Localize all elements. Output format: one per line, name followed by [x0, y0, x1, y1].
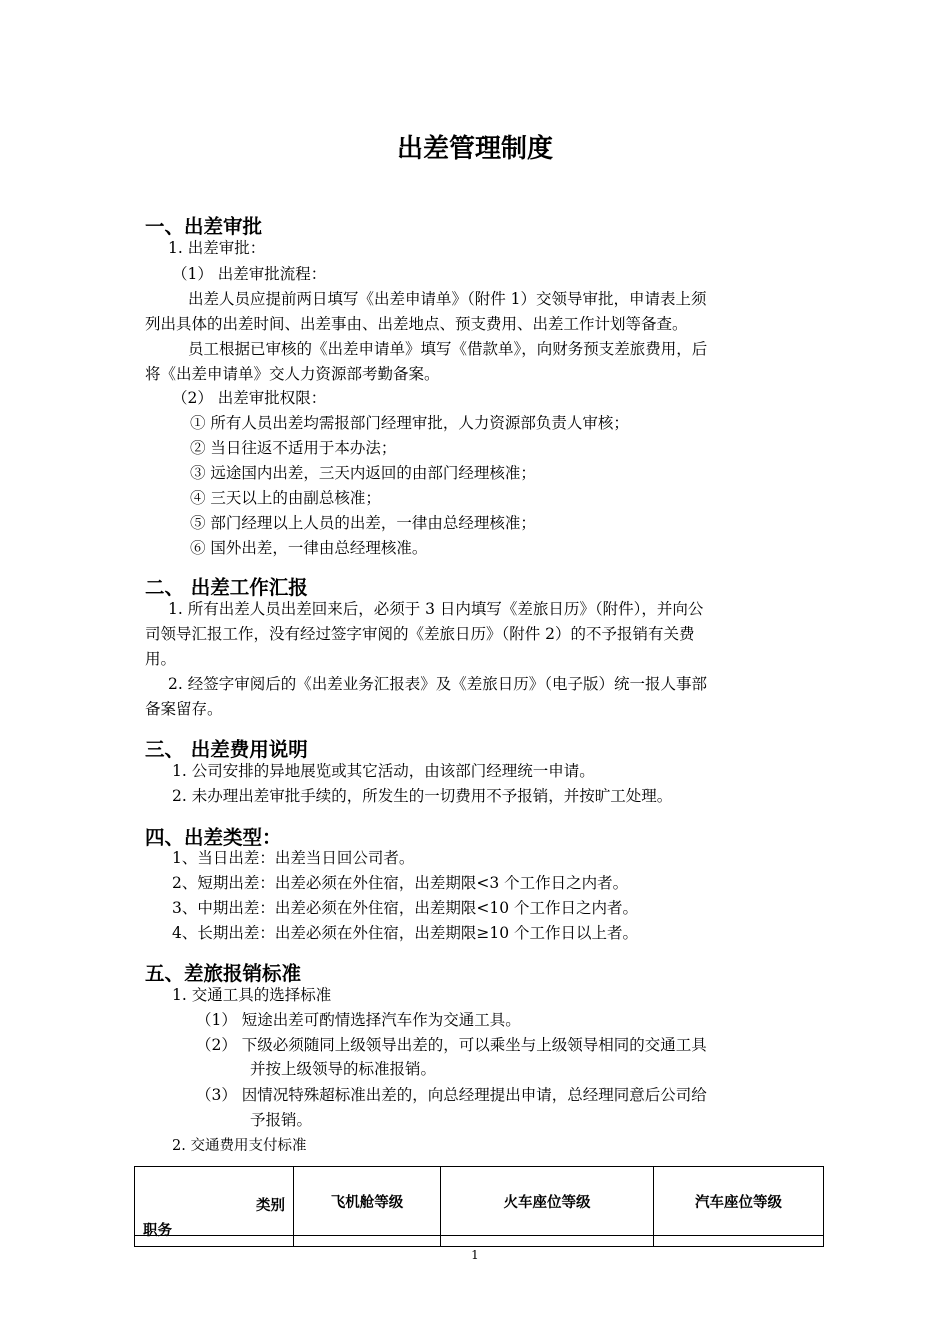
section-heading-1: 一、出差审批	[145, 215, 263, 238]
list-item: 1. 公司安排的异地展览或其它活动，由该部门经理统一申请。	[172, 762, 595, 780]
paragraph-line: 司领导汇报工作，没有经过签字审阅的《差旅日历》（附件 2）的不予报销有关费	[145, 625, 695, 643]
list-item: 并按上级领导的标准报销。	[250, 1060, 437, 1078]
list-item: 2. 交通费用支付标准	[172, 1138, 307, 1154]
section-heading-3: 三、 出差费用说明	[145, 738, 308, 761]
table-header-row	[135, 1167, 824, 1236]
list-item: ② 当日往返不适用于本办法；	[190, 439, 397, 457]
table-row	[135, 1236, 824, 1247]
list-item: 4、长期出差：出差必须在外住宿，出差期限≥10 个工作日以上者。	[172, 924, 639, 942]
table-cell	[294, 1236, 441, 1247]
list-item: 2、短期出差：出差必须在外住宿，出差期限<3 个工作日之内者。	[172, 874, 629, 892]
paragraph-line: 备案留存。	[145, 700, 223, 718]
header-train-seat: 火车座位等级	[441, 1167, 654, 1236]
list-item: 1、当日出差：出差当日回公司者。	[172, 849, 415, 867]
list-item: 1. 交通工具的选择标准	[172, 986, 332, 1004]
list-item: 2. 未办理出差审批手续的，所发生的一切费用不予报销，并按旷工处理。	[172, 787, 673, 805]
list-item: ⑤ 部门经理以上人员的出差，一律由总经理核准；	[190, 514, 536, 532]
list-item: 予报销。	[250, 1111, 313, 1129]
paragraph-line: 员工根据已审核的《出差申请单》填写《借款单》，向财务预支差旅费用，后	[188, 340, 708, 358]
paragraph-line: 用。	[145, 650, 177, 668]
page-title: 出差管理制度	[396, 134, 553, 164]
paragraph-line: 2. 经签字审阅后的《出差业务汇报表》及《差旅日历》（电子版）统一报人事部	[168, 675, 707, 693]
list-item: （3） 因情况特殊超标准出差的，向总经理提出申请，总经理同意后公司给	[196, 1086, 707, 1104]
list-item: 3、中期出差：出差必须在外住宿，出差期限<10 个工作日之内者。	[172, 899, 639, 917]
section-heading-2: 二、 出差工作汇报	[145, 576, 308, 599]
paragraph-line: 将《出差申请单》交人力资源部考勤备案。	[145, 365, 440, 383]
header-category-label: 类别	[256, 1198, 285, 1214]
header-plane-class: 飞机舱等级	[294, 1167, 441, 1236]
transport-fee-table	[134, 1166, 824, 1247]
section-1-item: 1. 出差审批：	[168, 239, 266, 257]
list-item: ⑥ 国外出差，一律由总经理核准。	[190, 539, 428, 557]
section-1-subitem: （2） 出差审批权限：	[172, 389, 327, 407]
table-cell	[441, 1236, 654, 1247]
list-item: （1） 短途出差可酌情选择汽车作为交通工具。	[196, 1011, 521, 1029]
table-cell	[654, 1236, 824, 1247]
paragraph-line: 出差人员应提前两日填写《出差申请单》（附件 1）交领导审批，申请表上须	[188, 290, 707, 308]
page-number: 1	[471, 1248, 479, 1262]
section-heading-4: 四、出差类型：	[145, 826, 282, 849]
section-heading-5: 五、差旅报销标准	[145, 962, 302, 985]
table-diagonal-header	[135, 1167, 294, 1239]
header-position-label: 职务	[143, 1223, 172, 1239]
paragraph-line: 列出具体的出差时间、出差事由、出差地点、预支费用、出差工作计划等备查。	[145, 315, 688, 333]
list-item: ③ 远途国内出差，三天内返回的由部门经理核准；	[190, 464, 536, 482]
paragraph-line: 1. 所有出差人员出差回来后，必须于 3 日内填写《差旅日历》（附件），并向公	[168, 600, 704, 618]
list-item: （2） 下级必须随同上级领导出差的，可以乘坐与上级领导相同的交通工具	[196, 1036, 707, 1054]
header-bus-seat: 汽车座位等级	[654, 1167, 824, 1236]
list-item: ④ 三天以上的由副总核准；	[190, 489, 381, 507]
list-item: ① 所有人员出差均需报部门经理审批，人力资源部负责人审核；	[190, 414, 629, 432]
section-1-subitem: （1） 出差审批流程：	[172, 265, 327, 283]
